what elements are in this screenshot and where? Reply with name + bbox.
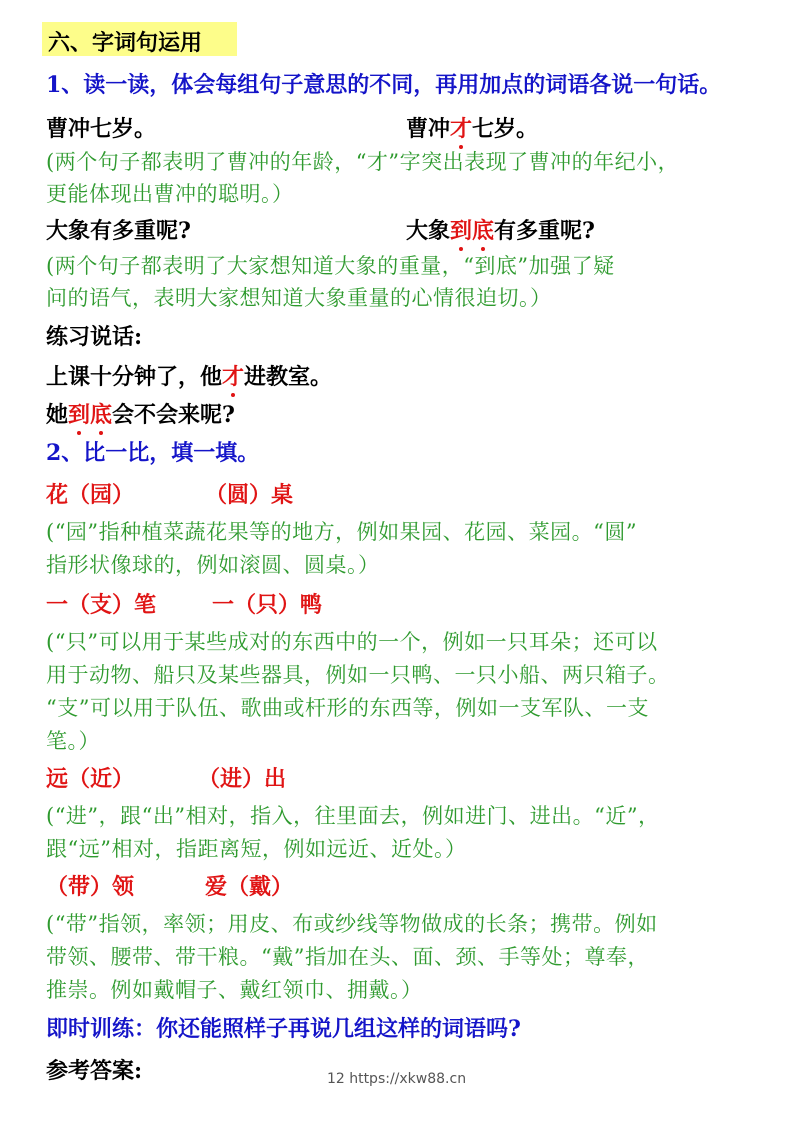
pair2-right: 大象到底有多重呢?	[406, 214, 595, 245]
group2-note-line3: “支”可以用于队伍、歌曲或杆形的东西等，例如一支军队、一支	[46, 696, 649, 720]
question-1: 1、读一读，体会每组句子意思的不同，再用加点的词语各说一句话。	[46, 72, 722, 98]
group4-note-line2: 带领、腰带、带干粮。“戴”指加在头、面、颈、手等处；尊奉，	[46, 945, 649, 969]
page-footer: 12 https://xkw88.cn	[326, 1071, 467, 1087]
pair2-left: 大象有多重呢?	[46, 218, 191, 244]
group3-word-a: 远（近）	[46, 766, 135, 792]
group3-note-line1: (“进”，跟“出”相对，指入，往里面去，例如进门、进出。“近”，	[46, 804, 660, 828]
group1-word-a: 花（园）	[46, 482, 135, 508]
group4-word-b: 爱（戴）	[205, 874, 294, 900]
dotted-word: 底	[472, 214, 494, 245]
pair1-right: 曹冲才七岁。	[406, 112, 538, 143]
group3-note-line2: 跟“远”相对，指距离短，例如远近、近处。）	[46, 837, 467, 861]
group2-word-a: 一（支）笔	[46, 592, 157, 618]
pair1-note-line1: (两个句子都表明了曹冲的年龄，“才”字突出表现了曹冲的年纪小，	[46, 150, 680, 174]
practice-label: 练习说话:	[46, 324, 143, 350]
group1-word-b: （圆）桌	[205, 482, 294, 508]
group2-note-line2: 用于动物、船只及某些器具，例如一只鸭、一只小船、两只箱子。	[46, 663, 670, 687]
group1-note-line2: 指形状像球的，例如滚圆、圆桌。）	[46, 553, 380, 577]
practice-sentence-1: 上课十分钟了，他才进教室。	[46, 360, 332, 391]
pair1-note-line2: 更能体现出曹冲的聪明。）	[46, 182, 294, 206]
training-prompt: 即时训练：你还能照样子再说几组这样的词语吗?	[46, 1016, 521, 1042]
group1-note-line1: (“园”指种植菜蔬花果等的地方，例如果园、花园、菜园。“圆”	[46, 520, 638, 544]
pair2-note-line1: (两个句子都表明了大家想知道大象的重量，“到底”加强了疑	[46, 254, 615, 278]
group3-word-b: （进）出	[198, 766, 287, 792]
dotted-word: 到	[68, 398, 90, 429]
section-title: 六、字词句运用	[48, 30, 203, 56]
question-2: 2、比一比，填一填。	[46, 440, 260, 466]
answer-label: 参考答案:	[46, 1058, 143, 1084]
group2-note-line1: (“只”可以用于某些成对的东西中的一个，例如一只耳朵；还可以	[46, 630, 658, 654]
dotted-word: 到	[450, 214, 472, 245]
group4-note-line3: 推崇。例如戴帽子、戴红领巾、拥戴。）	[46, 978, 423, 1002]
pair1-left: 曹冲七岁。	[46, 116, 157, 142]
pair2-note-line2: 问的语气，表明大家想知道大象重量的心情很迫切。）	[46, 286, 552, 310]
practice-sentence-2: 她到底会不会来呢?	[46, 398, 235, 429]
dotted-word: 底	[90, 398, 112, 429]
group2-note-line4: 笔。）	[46, 729, 100, 753]
dotted-word: 才	[450, 112, 472, 143]
group4-note-line1: (“带”指领，率领；用皮、布或纱线等物做成的长条；携带。例如	[46, 912, 658, 936]
dotted-word: 才	[222, 360, 244, 391]
group4-word-a: （带）领	[46, 874, 135, 900]
group2-word-b: 一（只）鸭	[212, 592, 323, 618]
